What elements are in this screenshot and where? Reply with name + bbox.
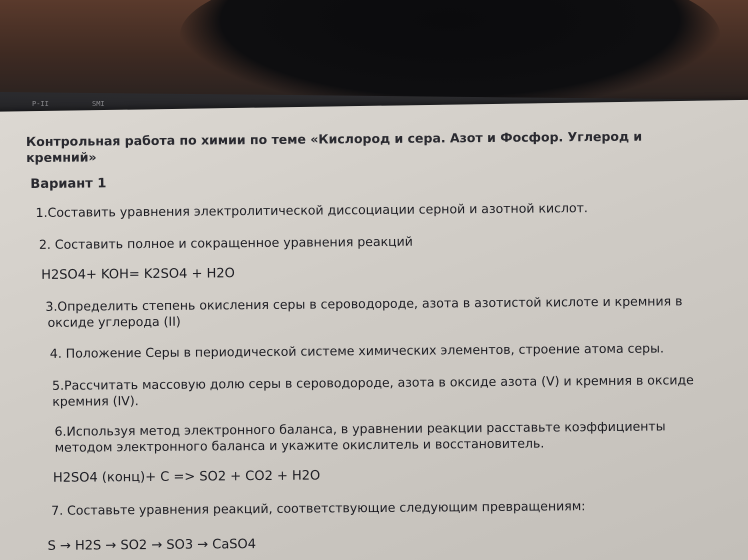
question-7: 7. Составьте уравнения реакций, соответствующие следующим превращениям: [51, 498, 586, 518]
equation-1: H2SO4+ KOH= K2SO4 + H2O [41, 266, 235, 283]
question-5-line-1: 5.Рассчитать массовую долю серы в сероводороде, азота в оксиде азота (V) и кремния в оксиде [52, 372, 694, 393]
equation-2: H2SO4 (конц)+ C => SO2 + CO2 + H2O [52, 468, 321, 486]
title-line-2: кремний» [26, 149, 97, 166]
variant-heading: Вариант 1 [30, 176, 107, 192]
question-3-line-1: 3.Определить степень окисления серы в сероводороде, азота в азотистой кислоте и кремния в [45, 293, 683, 314]
transformation-chain: S → H2S → SO2 → SO3 → CaSO4 [47, 537, 257, 554]
question-6-line-1: 6.Используя метод электронного баланса, в уравнении реакции расставьте коэффициенты [54, 418, 666, 439]
bezel-label-left: P-II [32, 100, 49, 108]
question-3-line-2: оксиде углерода (II) [47, 313, 181, 330]
title-line-1: Контрольная работа по химии по теме «Кислород и сера. Азот и Фосфор. Углерод и [25, 128, 643, 150]
question-4: 4. Положение Серы в периодической системе химических элементов, строение атома серы. [49, 340, 664, 361]
question-2: 2. Составить полное и сокращенное уравнения реакций [38, 233, 413, 252]
bezel-label-right: SMI [92, 100, 105, 108]
question-5-line-2: кремния (IV). [52, 393, 139, 409]
question-1: 1.Составить уравнения электролитической диссоциации серной и азотной кислот. [35, 200, 588, 220]
question-6-line-2: методом электронного баланса и укажите окислитель и восстановитель. [54, 435, 545, 455]
